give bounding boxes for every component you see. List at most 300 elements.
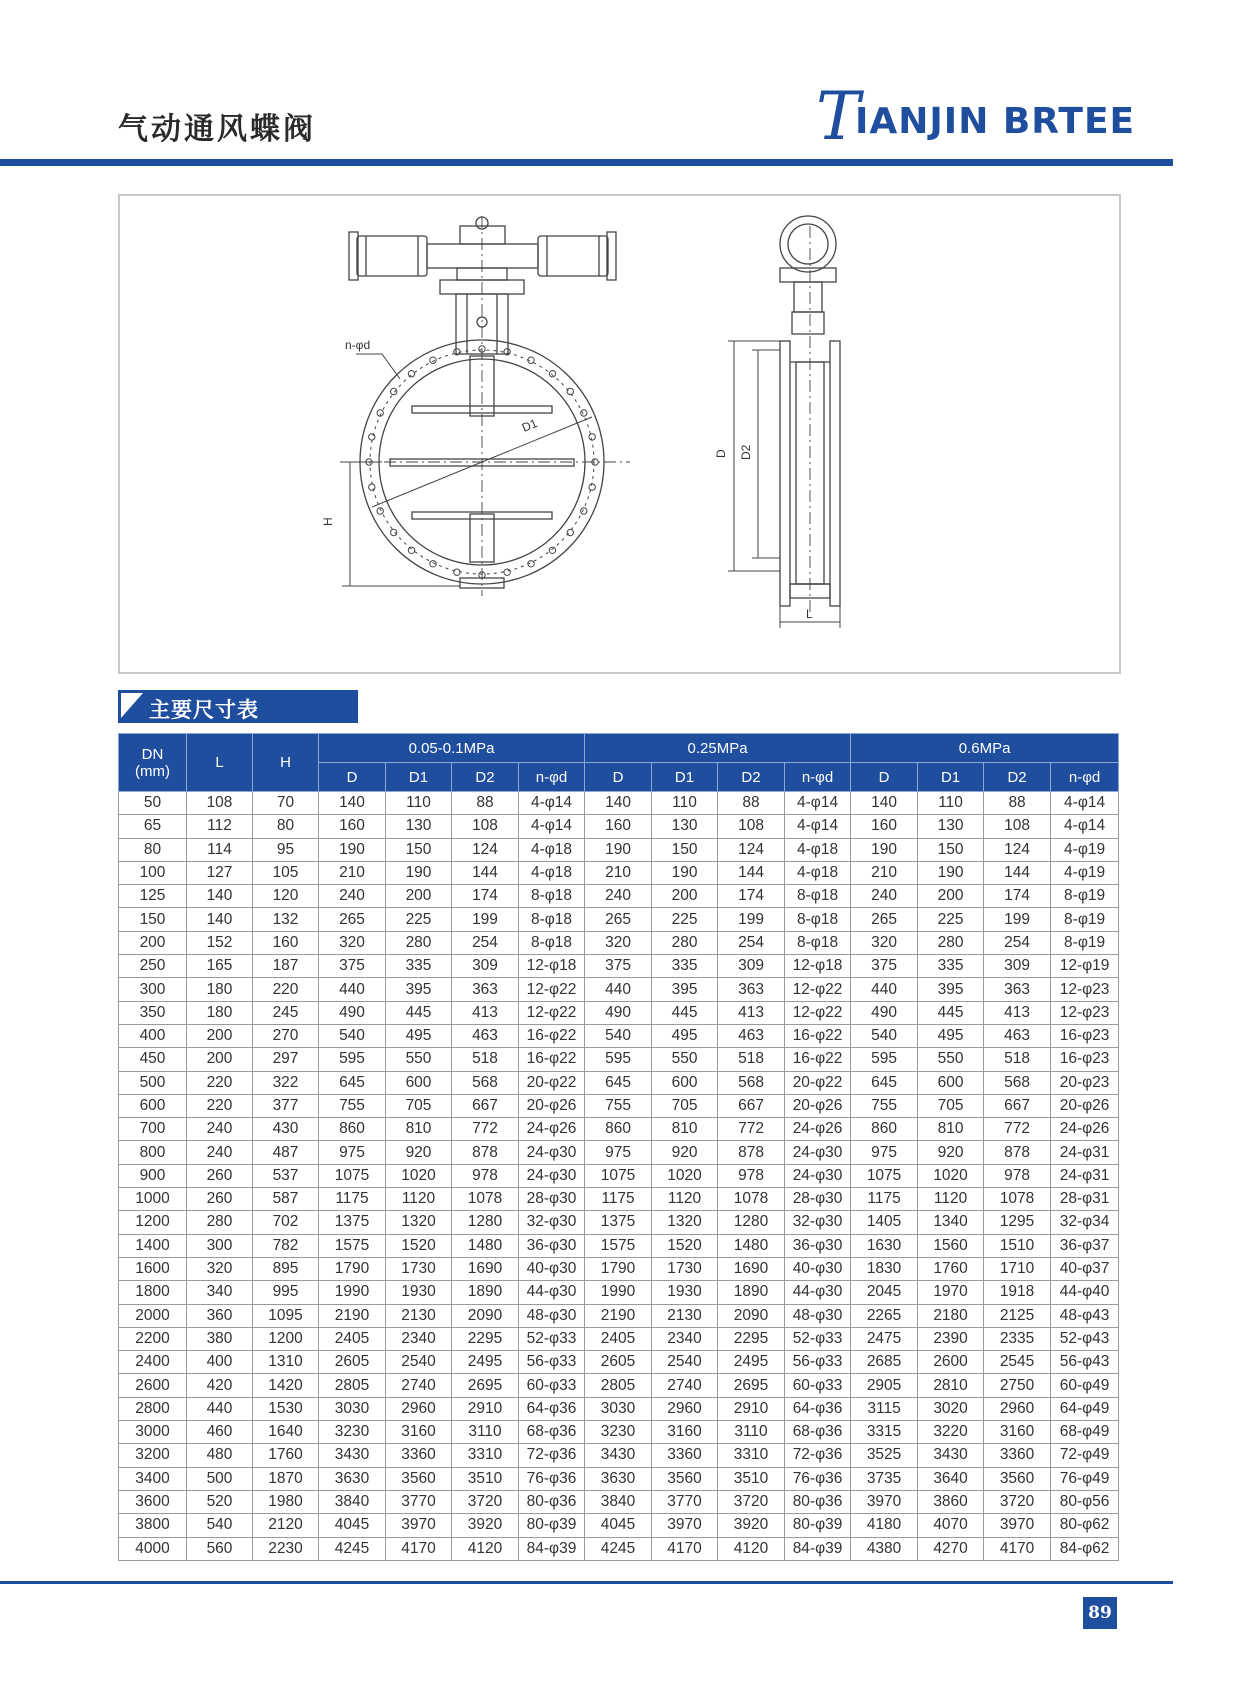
table-cell: 413 <box>984 1001 1051 1024</box>
table-cell: 1760 <box>253 1444 319 1467</box>
table-cell: 4-φ14 <box>785 792 851 815</box>
table-cell: 3230 <box>319 1421 386 1444</box>
table-cell: 132 <box>253 908 319 931</box>
table-cell: 2295 <box>452 1327 519 1350</box>
table-cell: 377 <box>253 1094 319 1117</box>
table-cell: 76-φ36 <box>785 1467 851 1490</box>
table-cell: 280 <box>187 1211 253 1234</box>
label-h: H <box>321 517 335 526</box>
table-cell: 108 <box>187 792 253 815</box>
table-cell: 487 <box>253 1141 319 1164</box>
table-cell: 755 <box>585 1094 652 1117</box>
header-rule <box>0 159 1173 166</box>
bolt-hole <box>549 547 555 553</box>
table-cell: 3525 <box>851 1444 918 1467</box>
table-cell: 920 <box>386 1141 452 1164</box>
table-cell: 395 <box>386 978 452 1001</box>
table-cell: 1405 <box>851 1211 918 1234</box>
valve-drawing <box>120 196 1119 672</box>
table-cell: 3115 <box>851 1397 918 1420</box>
table-cell: 1760 <box>918 1257 984 1280</box>
table-cell: 3970 <box>652 1514 718 1537</box>
table-cell: 2405 <box>585 1327 652 1350</box>
table-cell: 240 <box>585 885 652 908</box>
table-cell: 320 <box>319 931 386 954</box>
table-cell: 2190 <box>319 1304 386 1327</box>
table-cell: 1530 <box>253 1397 319 1420</box>
table-cell: 3030 <box>585 1397 652 1420</box>
table-cell: 540 <box>851 1024 918 1047</box>
table-cell: 667 <box>984 1094 1051 1117</box>
table-cell: 800 <box>119 1141 187 1164</box>
table-cell: 978 <box>452 1164 519 1187</box>
table-cell: 210 <box>851 861 918 884</box>
table-cell: 1575 <box>585 1234 652 1257</box>
table-cell: 700 <box>119 1118 187 1141</box>
table-cell: 160 <box>319 815 386 838</box>
header-d2: D2 <box>718 763 785 792</box>
table-cell: 2685 <box>851 1351 918 1374</box>
table-cell: 705 <box>918 1094 984 1117</box>
table-cell: 1830 <box>851 1257 918 1280</box>
table-cell: 140 <box>187 885 253 908</box>
table-cell: 440 <box>585 978 652 1001</box>
table-cell: 920 <box>652 1141 718 1164</box>
table-row <box>119 1397 1119 1420</box>
table-cell: 3000 <box>119 1421 187 1444</box>
table-cell: 1075 <box>319 1164 386 1187</box>
table-cell: 8-φ18 <box>785 885 851 908</box>
table-cell: 8-φ18 <box>785 908 851 931</box>
table-cell: 2810 <box>918 1374 984 1397</box>
section-tag-triangle <box>121 693 143 718</box>
table-cell: 76-φ49 <box>1051 1467 1119 1490</box>
section-title: 主要尺寸表 <box>149 698 259 722</box>
table-cell: 125 <box>119 885 187 908</box>
table-cell: 12-φ22 <box>519 978 585 1001</box>
table-cell: 595 <box>319 1048 386 1071</box>
table-row <box>119 861 1119 884</box>
table-cell: 3720 <box>718 1490 785 1513</box>
bolt-hole <box>430 561 436 567</box>
table-cell: 1690 <box>718 1257 785 1280</box>
table-cell: 4045 <box>585 1514 652 1537</box>
table-cell: 190 <box>851 838 918 861</box>
table-cell: 3720 <box>984 1490 1051 1513</box>
table-cell: 48-φ43 <box>1051 1304 1119 1327</box>
table-cell: 2540 <box>652 1351 718 1374</box>
table-cell: 1790 <box>585 1257 652 1280</box>
table-cell: 518 <box>718 1048 785 1071</box>
table-cell: 80-φ56 <box>1051 1490 1119 1513</box>
table-cell: 28-φ30 <box>785 1188 851 1211</box>
table-cell: 144 <box>452 861 519 884</box>
table-cell: 190 <box>319 838 386 861</box>
side-flange-right <box>830 341 840 606</box>
table-cell: 24-φ26 <box>785 1118 851 1141</box>
table-cell: 88 <box>984 792 1051 815</box>
table-cell: 1078 <box>452 1188 519 1211</box>
table-cell: 978 <box>718 1164 785 1187</box>
table-cell: 1200 <box>119 1211 187 1234</box>
table-cell: 190 <box>652 861 718 884</box>
table-cell: 1320 <box>386 1211 452 1234</box>
table-cell: 920 <box>918 1141 984 1164</box>
table-cell: 2695 <box>718 1374 785 1397</box>
table-cell: 810 <box>386 1118 452 1141</box>
table-cell: 782 <box>253 1234 319 1257</box>
table-row <box>119 792 1119 815</box>
table-cell: 200 <box>119 931 187 954</box>
table-cell: 350 <box>119 1001 187 1024</box>
table-cell: 174 <box>718 885 785 908</box>
table-cell: 95 <box>253 838 319 861</box>
table-cell: 3230 <box>585 1421 652 1444</box>
table-cell: 568 <box>452 1071 519 1094</box>
table-cell: 12-φ18 <box>785 955 851 978</box>
table-cell: 160 <box>253 931 319 954</box>
table-cell: 174 <box>452 885 519 908</box>
table-cell: 80-φ62 <box>1051 1514 1119 1537</box>
table-cell: 144 <box>718 861 785 884</box>
table-cell: 3430 <box>918 1444 984 1467</box>
table-cell: 395 <box>652 978 718 1001</box>
table-cell: 3110 <box>452 1421 519 1444</box>
table-cell: 2805 <box>585 1374 652 1397</box>
table-cell: 1310 <box>253 1351 319 1374</box>
table-cell: 3160 <box>386 1421 452 1444</box>
table-cell: 20-φ23 <box>1051 1071 1119 1094</box>
table-cell: 975 <box>319 1141 386 1164</box>
table-cell: 1340 <box>918 1211 984 1234</box>
table-cell: 3220 <box>918 1421 984 1444</box>
table-cell: 1175 <box>585 1188 652 1211</box>
table-cell: 4-φ19 <box>1051 861 1119 884</box>
table-row <box>119 1164 1119 1187</box>
table-cell: 24-φ26 <box>1051 1118 1119 1141</box>
table-cell: 375 <box>319 955 386 978</box>
table-cell: 3560 <box>386 1467 452 1490</box>
table-cell: 3800 <box>119 1514 187 1537</box>
valve-drawing-frame <box>118 194 1121 674</box>
table-cell: 975 <box>585 1141 652 1164</box>
table-cell: 1560 <box>918 1234 984 1257</box>
table-cell: 495 <box>918 1024 984 1047</box>
table-cell: 3160 <box>652 1421 718 1444</box>
table-row <box>119 815 1119 838</box>
table-cell: 860 <box>851 1118 918 1141</box>
table-cell: 152 <box>187 931 253 954</box>
header-group-mid: 0.25MPa <box>585 734 851 763</box>
table-cell: 105 <box>253 861 319 884</box>
table-cell: 1930 <box>386 1281 452 1304</box>
table-cell: 48-φ30 <box>785 1304 851 1327</box>
table-cell: 2800 <box>119 1397 187 1420</box>
table-cell: 40-φ30 <box>785 1257 851 1280</box>
table-cell: 300 <box>119 978 187 1001</box>
table-cell: 200 <box>386 885 452 908</box>
table-cell: 1120 <box>386 1188 452 1211</box>
table-cell: 2130 <box>386 1304 452 1327</box>
table-cell: 568 <box>984 1071 1051 1094</box>
table-cell: 28-φ31 <box>1051 1188 1119 1211</box>
table-cell: 190 <box>386 861 452 884</box>
page-number: 89 <box>1083 1597 1117 1629</box>
table-cell: 200 <box>187 1024 253 1047</box>
table-cell: 309 <box>452 955 519 978</box>
table-cell: 540 <box>319 1024 386 1047</box>
table-cell: 140 <box>851 792 918 815</box>
table-cell: 254 <box>984 931 1051 954</box>
table-cell: 1600 <box>119 1257 187 1280</box>
table-cell: 490 <box>319 1001 386 1024</box>
table-cell: 24-φ30 <box>519 1164 585 1187</box>
table-cell: 1120 <box>918 1188 984 1211</box>
table-cell: 4-φ14 <box>1051 792 1119 815</box>
bolt-hole <box>454 569 460 575</box>
table-cell: 975 <box>851 1141 918 1164</box>
table-cell: 16-φ22 <box>785 1048 851 1071</box>
table-cell: 900 <box>119 1164 187 1187</box>
bolt-hole <box>408 547 414 553</box>
table-cell: 240 <box>851 885 918 908</box>
table-cell: 322 <box>253 1071 319 1094</box>
table-cell: 2125 <box>984 1304 1051 1327</box>
table-cell: 2120 <box>253 1514 319 1537</box>
table-cell: 210 <box>585 861 652 884</box>
table-cell: 210 <box>319 861 386 884</box>
table-cell: 245 <box>253 1001 319 1024</box>
table-cell: 108 <box>452 815 519 838</box>
table-row <box>119 978 1119 1001</box>
table-cell: 250 <box>119 955 187 978</box>
table-row <box>119 1351 1119 1374</box>
table-cell: 3630 <box>585 1467 652 1490</box>
table-cell: 174 <box>984 885 1051 908</box>
table-cell: 3770 <box>652 1490 718 1513</box>
table-cell: 2495 <box>452 1351 519 1374</box>
table-cell: 3315 <box>851 1421 918 1444</box>
table-cell: 2910 <box>718 1397 785 1420</box>
table-cell: 667 <box>452 1094 519 1117</box>
table-cell: 2340 <box>652 1327 718 1350</box>
table-cell: 3200 <box>119 1444 187 1467</box>
table-cell: 280 <box>918 931 984 954</box>
table-cell: 68-φ36 <box>785 1421 851 1444</box>
bolt-hole <box>549 371 555 377</box>
table-cell: 490 <box>851 1001 918 1024</box>
table-cell: 1990 <box>585 1281 652 1304</box>
table-cell: 445 <box>918 1001 984 1024</box>
table-cell: 2200 <box>119 1327 187 1350</box>
table-cell: 12-φ19 <box>1051 955 1119 978</box>
table-cell: 4-φ18 <box>519 861 585 884</box>
table-cell: 200 <box>187 1048 253 1071</box>
table-cell: 3030 <box>319 1397 386 1420</box>
table-cell: 2390 <box>918 1327 984 1350</box>
header-n-phi-d: n-φd <box>519 763 585 792</box>
table-cell: 3430 <box>585 1444 652 1467</box>
brand-logo <box>816 78 1135 155</box>
table-cell: 56-φ33 <box>785 1351 851 1374</box>
table-cell: 3560 <box>984 1467 1051 1490</box>
table-cell: 600 <box>918 1071 984 1094</box>
table-cell: 2740 <box>386 1374 452 1397</box>
table-cell: 80-φ36 <box>785 1490 851 1513</box>
table-cell: 645 <box>319 1071 386 1094</box>
table-row <box>119 1188 1119 1211</box>
table-row <box>119 1327 1119 1350</box>
table-cell: 140 <box>187 908 253 931</box>
table-cell: 463 <box>718 1024 785 1047</box>
bolt-hole <box>581 410 587 416</box>
table-cell: 2750 <box>984 1374 1051 1397</box>
table-cell: 4-φ14 <box>519 815 585 838</box>
table-cell: 1020 <box>652 1164 718 1187</box>
table-cell: 240 <box>187 1118 253 1141</box>
table-cell: 225 <box>918 908 984 931</box>
table-cell: 52-φ43 <box>1051 1327 1119 1350</box>
table-cell: 100 <box>119 861 187 884</box>
table-cell: 3920 <box>452 1514 519 1537</box>
table-cell: 12-φ23 <box>1051 978 1119 1001</box>
table-cell: 595 <box>851 1048 918 1071</box>
table-cell: 550 <box>652 1048 718 1071</box>
table-cell: 600 <box>386 1071 452 1094</box>
header-group-low: 0.05-0.1MPa <box>319 734 585 763</box>
table-cell: 500 <box>119 1071 187 1094</box>
table-cell: 702 <box>253 1211 319 1234</box>
table-cell: 84-φ39 <box>785 1537 851 1560</box>
table-cell: 150 <box>119 908 187 931</box>
table-cell: 2295 <box>718 1327 785 1350</box>
table-cell: 16-φ23 <box>1051 1024 1119 1047</box>
table-cell: 180 <box>187 978 253 1001</box>
table-cell: 52-φ33 <box>519 1327 585 1350</box>
table-cell: 600 <box>119 1094 187 1117</box>
table-row <box>119 1234 1119 1257</box>
table-cell: 445 <box>652 1001 718 1024</box>
table-cell: 1095 <box>253 1304 319 1327</box>
table-cell: 3510 <box>452 1467 519 1490</box>
table-cell: 595 <box>585 1048 652 1071</box>
table-cell: 68-φ36 <box>519 1421 585 1444</box>
table-cell: 772 <box>718 1118 785 1141</box>
table-cell: 3720 <box>452 1490 519 1513</box>
table-cell: 2090 <box>452 1304 519 1327</box>
table-cell: 3640 <box>918 1467 984 1490</box>
table-cell: 12-φ22 <box>785 1001 851 1024</box>
table-cell: 978 <box>984 1164 1051 1187</box>
table-cell: 440 <box>187 1397 253 1420</box>
table-cell: 112 <box>187 815 253 838</box>
table-cell: 32-φ30 <box>785 1211 851 1234</box>
table-cell: 2130 <box>652 1304 718 1327</box>
table-cell: 2495 <box>718 1351 785 1374</box>
table-cell: 4-φ18 <box>785 861 851 884</box>
table-cell: 3020 <box>918 1397 984 1420</box>
table-cell: 65 <box>119 815 187 838</box>
table-cell: 124 <box>718 838 785 861</box>
bolt-hole <box>581 508 587 514</box>
table-cell: 144 <box>984 861 1051 884</box>
table-cell: 72-φ49 <box>1051 1444 1119 1467</box>
table-cell: 3430 <box>319 1444 386 1467</box>
table-cell: 64-φ49 <box>1051 1397 1119 1420</box>
table-cell: 32-φ30 <box>519 1211 585 1234</box>
header-dn-unit: (mm) <box>135 762 170 780</box>
dimension-table <box>118 733 1119 1561</box>
table-cell: 80-φ39 <box>785 1514 851 1537</box>
actuator-cylinder-left <box>349 232 427 280</box>
table-cell: 1075 <box>851 1164 918 1187</box>
table-cell: 810 <box>652 1118 718 1141</box>
table-cell: 84-φ62 <box>1051 1537 1119 1560</box>
table-cell: 3310 <box>718 1444 785 1467</box>
table-cell: 8-φ18 <box>519 908 585 931</box>
table-cell: 705 <box>386 1094 452 1117</box>
table-cell: 537 <box>253 1164 319 1187</box>
table-cell: 4120 <box>718 1537 785 1560</box>
table-cell: 772 <box>984 1118 1051 1141</box>
table-cell: 2600 <box>119 1374 187 1397</box>
table-cell: 1800 <box>119 1281 187 1304</box>
table-cell: 80 <box>253 815 319 838</box>
table-cell: 1890 <box>452 1281 519 1304</box>
table-cell: 860 <box>585 1118 652 1141</box>
table-cell: 36-φ30 <box>785 1234 851 1257</box>
table-cell: 8-φ19 <box>1051 931 1119 954</box>
brand-logo-text: IANJIN BRTEE <box>855 101 1136 142</box>
bolt-hole <box>430 357 436 363</box>
table-cell: 3840 <box>319 1490 386 1513</box>
header-d: D <box>319 763 386 792</box>
table-cell: 413 <box>718 1001 785 1024</box>
table-cell: 375 <box>851 955 918 978</box>
table-row <box>119 1304 1119 1327</box>
table-cell: 200 <box>652 885 718 908</box>
table-cell: 1918 <box>984 1281 1051 1304</box>
table-cell: 64-φ36 <box>519 1397 585 1420</box>
table-cell: 550 <box>386 1048 452 1071</box>
table-cell: 1480 <box>452 1234 519 1257</box>
table-cell: 60-φ33 <box>519 1374 585 1397</box>
table-cell: 540 <box>187 1514 253 1537</box>
table-cell: 363 <box>718 978 785 1001</box>
header-l: L <box>187 734 253 792</box>
table-cell: 400 <box>119 1024 187 1047</box>
table-cell: 127 <box>187 861 253 884</box>
header-h: H <box>253 734 319 792</box>
table-cell: 20-φ22 <box>785 1071 851 1094</box>
table-cell: 2000 <box>119 1304 187 1327</box>
table-cell: 124 <box>452 838 519 861</box>
table-cell: 309 <box>984 955 1051 978</box>
table-cell: 4245 <box>585 1537 652 1560</box>
table-cell: 3360 <box>984 1444 1051 1467</box>
table-cell: 2605 <box>585 1351 652 1374</box>
table-cell: 50 <box>119 792 187 815</box>
table-cell: 2190 <box>585 1304 652 1327</box>
table-cell: 1510 <box>984 1234 1051 1257</box>
table-cell: 600 <box>652 1071 718 1094</box>
table-cell: 2180 <box>918 1304 984 1327</box>
table-cell: 1280 <box>452 1211 519 1234</box>
table-cell: 44-φ40 <box>1051 1281 1119 1304</box>
table-cell: 124 <box>984 838 1051 861</box>
table-row <box>119 1094 1119 1117</box>
bolt-hole <box>408 371 414 377</box>
